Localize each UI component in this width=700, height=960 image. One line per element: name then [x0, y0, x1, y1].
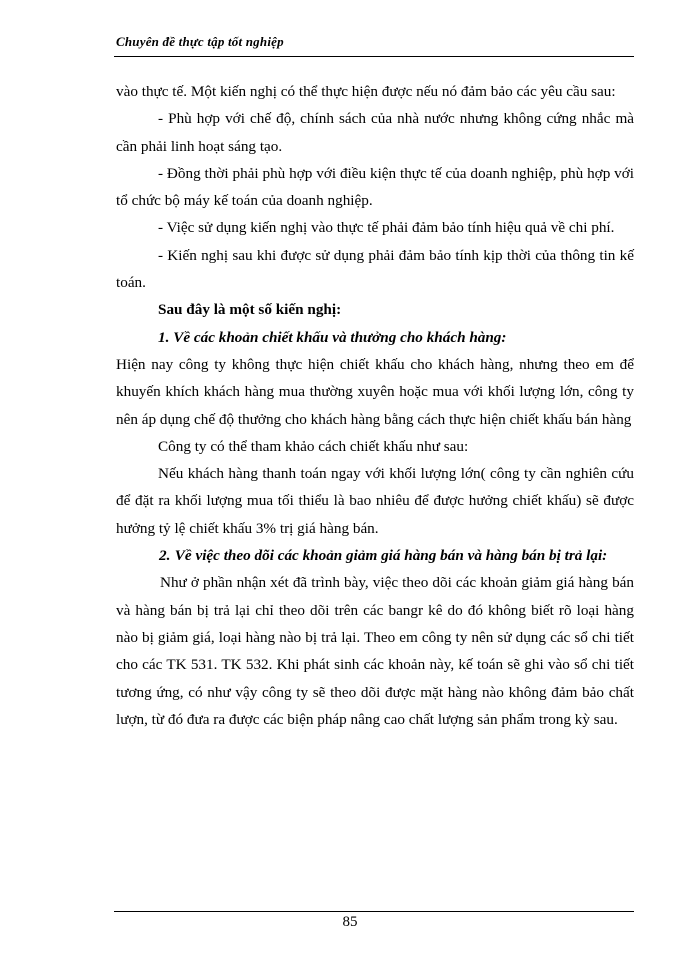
section-intro: Sau đây là một số kiến nghị:: [158, 301, 342, 319]
paragraph: Công ty có thể tham khảo cách chiết khấu như sau:: [158, 437, 469, 455]
section-heading-1: 1. Về các khoản chiết khấu và thưởng cho khách hàng:: [158, 328, 507, 346]
paragraph: vào thực tế. Một kiến nghị có thể thực hiện được nếu nó đảm bảo các yêu cầu sau:: [116, 83, 616, 100]
heading-number: 2.: [159, 547, 171, 565]
section-heading-2: [116, 542, 634, 569]
paragraph: Như ở phần nhận xét đã trình bày, việc theo dõi các khoản giảm giá hàng bán và hàng bán bị trả lại chỉ theo dõi trên các bangr kê do đó không biết rõ loại hàng nào bị giảm giá, loại hàng nào bị trả lại. Theo em công ty nên sử dụng các sổ chi tiết cho các TK 531. TK 532. Khi phát sinh các khoản này, kế toán sẽ ghi vào sổ chi tiết tương ứng, có như vậy công ty sẽ theo dõi được mặt hàng nào không đảm bảo chất lượn, từ đó đưa ra được các biện pháp nâng cao chất lượng sản phẩm trong kỳ sau.: [116, 574, 634, 728]
list-item: - Việc sử dụng kiến nghị vào thực tế phải đảm bảo tính hiệu quả về chi phí.: [158, 219, 615, 237]
footer-divider: [114, 911, 634, 912]
paragraph: Hiện nay công ty không thực hiện chiết khấu cho khách hàng, nhưng theo em để khuyến khích khách hàng mua thường xuyên hoặc mua với khối lượng lớn, công ty nên áp dụng chế độ thưởng cho khách hàng bằng cách thực hiện chiết khấu bán hàng: [116, 355, 634, 428]
running-header: Chuyên đề thực tập tốt nghiệp: [116, 34, 284, 49]
list-item: - Kiến nghị sau khi được sử dụng phải đảm bảo tính kịp thời của thông tin kế toán.: [116, 246, 634, 292]
list-item: - Phù hợp với chế độ, chính sách của nhà nước nhưng không cứng nhắc mà cần phải linh hoạt sáng tạo.: [116, 110, 634, 155]
list-item: - Đồng thời phải phù hợp với điều kiện thực tế của doanh nghiệp, phù hợp với tổ chức bộ máy kế toán của doanh nghiệp.: [116, 164, 634, 210]
document-body: [116, 78, 634, 733]
header-divider: [114, 56, 634, 57]
paragraph: Nếu khách hàng thanh toán ngay với khối lượng lớn( công ty cần nghiên cứu để đặt ra khối lượng mua tối thiểu là bao nhiêu để được hưởng chiết khấu) sẽ được hưởng tỷ lệ chiết khấu 3% trị giá hàng bán.: [116, 465, 634, 537]
page-number: 85: [342, 914, 358, 930]
heading-text: Về việc theo dõi các khoản giảm giá hàng bán và hàng bán bị trả lại:: [174, 547, 608, 565]
